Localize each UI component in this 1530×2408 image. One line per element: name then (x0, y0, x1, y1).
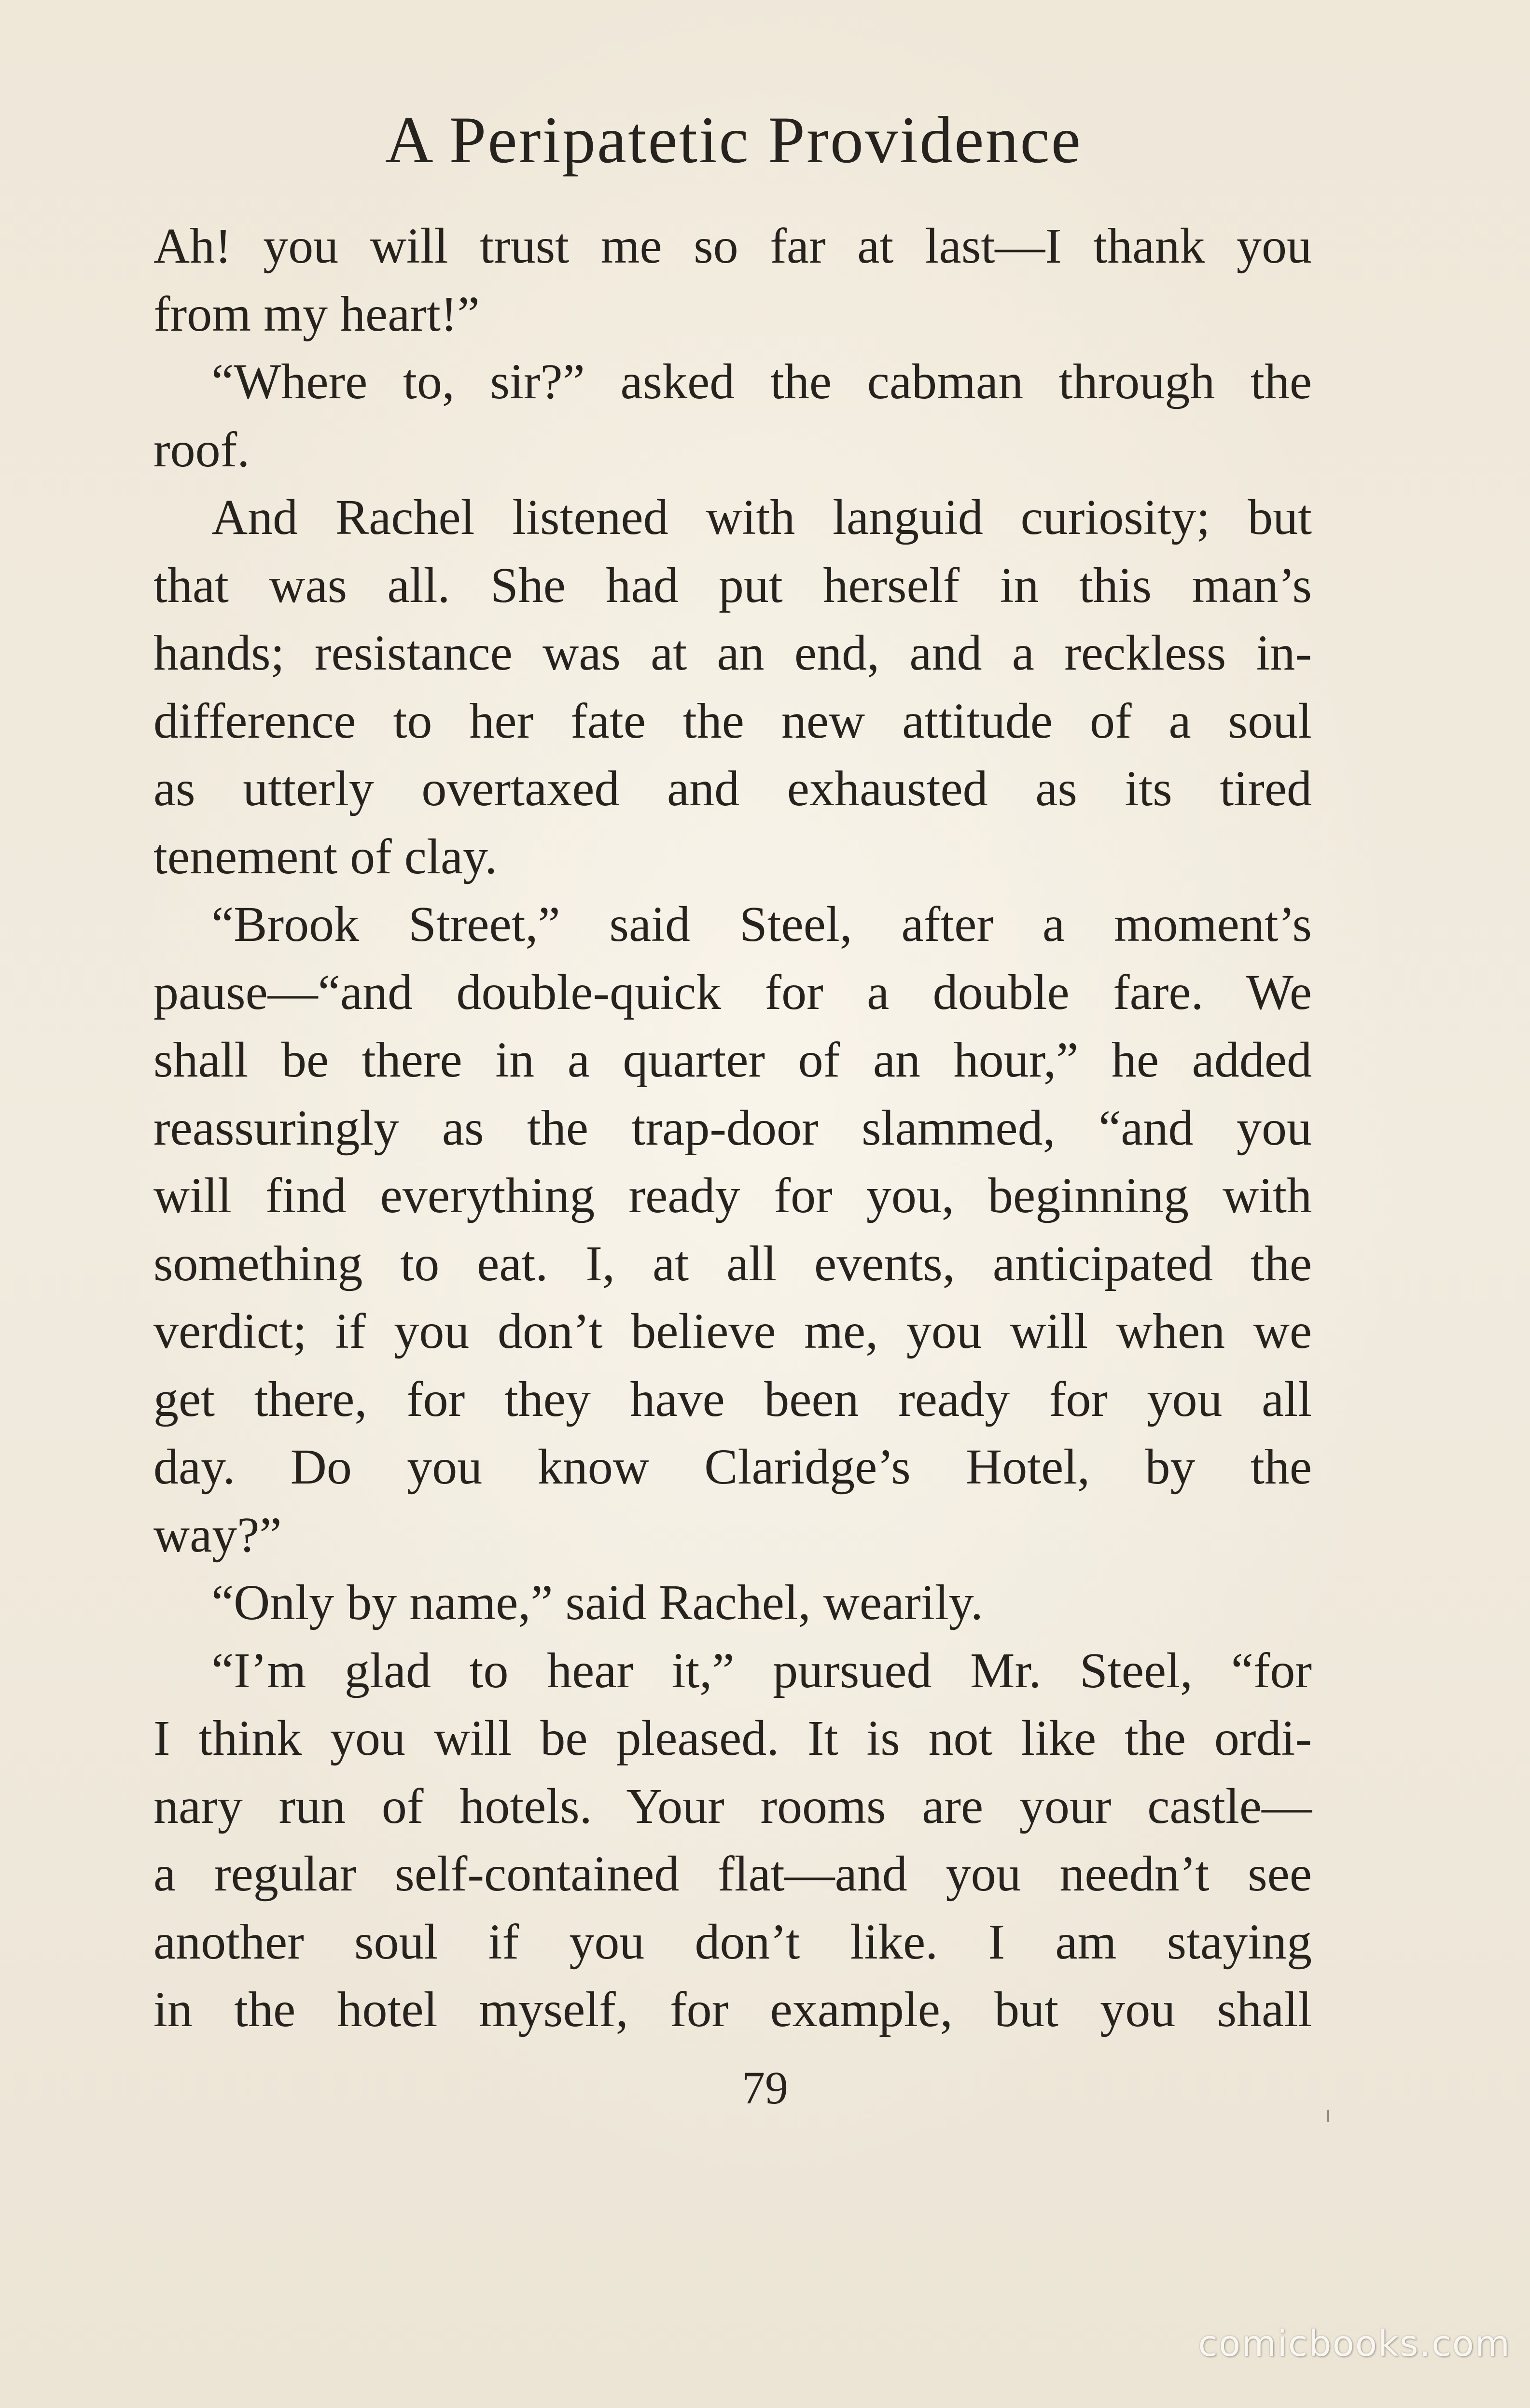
text-line: hands; resistance was at an end, and a reckless in- (153, 625, 1312, 681)
running-head: A Peripatetic Providence (385, 103, 1082, 177)
page-number: 79 (742, 2062, 788, 2114)
text-line: way?” (153, 1507, 282, 1563)
text-line: I think you will be pleased. It is not like the ordi- (153, 1710, 1312, 1766)
text-line: another soul if you don’t like. I am staying (153, 1914, 1312, 1970)
text-line: tenement of clay. (153, 828, 498, 884)
text-line: as utterly overtaxed and exhausted as its tired (153, 761, 1312, 816)
text-line: reassuringly as the trap-door slammed, “and you (153, 1100, 1312, 1156)
paper-speck (1327, 2110, 1329, 2122)
watermark: comicbooks.com (1198, 2323, 1511, 2365)
text-line: something to eat. I, at all events, anticipated the (153, 1235, 1312, 1291)
text-line: day. Do you know Claridge’s Hotel, by the (153, 1439, 1312, 1495)
text-line: from my heart!” (153, 286, 480, 342)
text-line: “Where to, sir?” asked the cabman through the (211, 354, 1312, 409)
body-text (153, 212, 1312, 2044)
text-line: will find everything ready for you, beginning with (153, 1168, 1312, 1223)
text-line: And Rachel listened with languid curiosity; but (211, 490, 1312, 545)
text-line: in the hotel myself, for example, but you shall (153, 1982, 1312, 2037)
text-line: roof. (153, 421, 250, 477)
text-line: shall be there in a quarter of an hour,” he added (153, 1032, 1312, 1088)
text-line: that was all. She had put herself in this man’s (153, 557, 1312, 613)
text-line: nary run of hotels. Your rooms are your castle— (153, 1778, 1312, 1834)
text-line: Ah! you will trust me so far at last—I thank you (153, 218, 1312, 274)
text-line: “I’m glad to hear it,” pursued Mr. Steel, “for (211, 1642, 1312, 1698)
text-line: “Only by name,” said Rachel, wearily. (211, 1575, 983, 1630)
text-line: a regular self-contained flat—and you needn’t see (153, 1846, 1312, 1902)
text-line: “Brook Street,” said Steel, after a moment’s (211, 896, 1312, 952)
text-line: get there, for they have been ready for you all (153, 1371, 1312, 1427)
text-line: difference to her fate the new attitude of a soul (153, 693, 1312, 749)
text-line: pause—“and double-quick for a double fare. We (153, 964, 1312, 1020)
text-line: verdict; if you don’t believe me, you will when we (153, 1303, 1312, 1359)
